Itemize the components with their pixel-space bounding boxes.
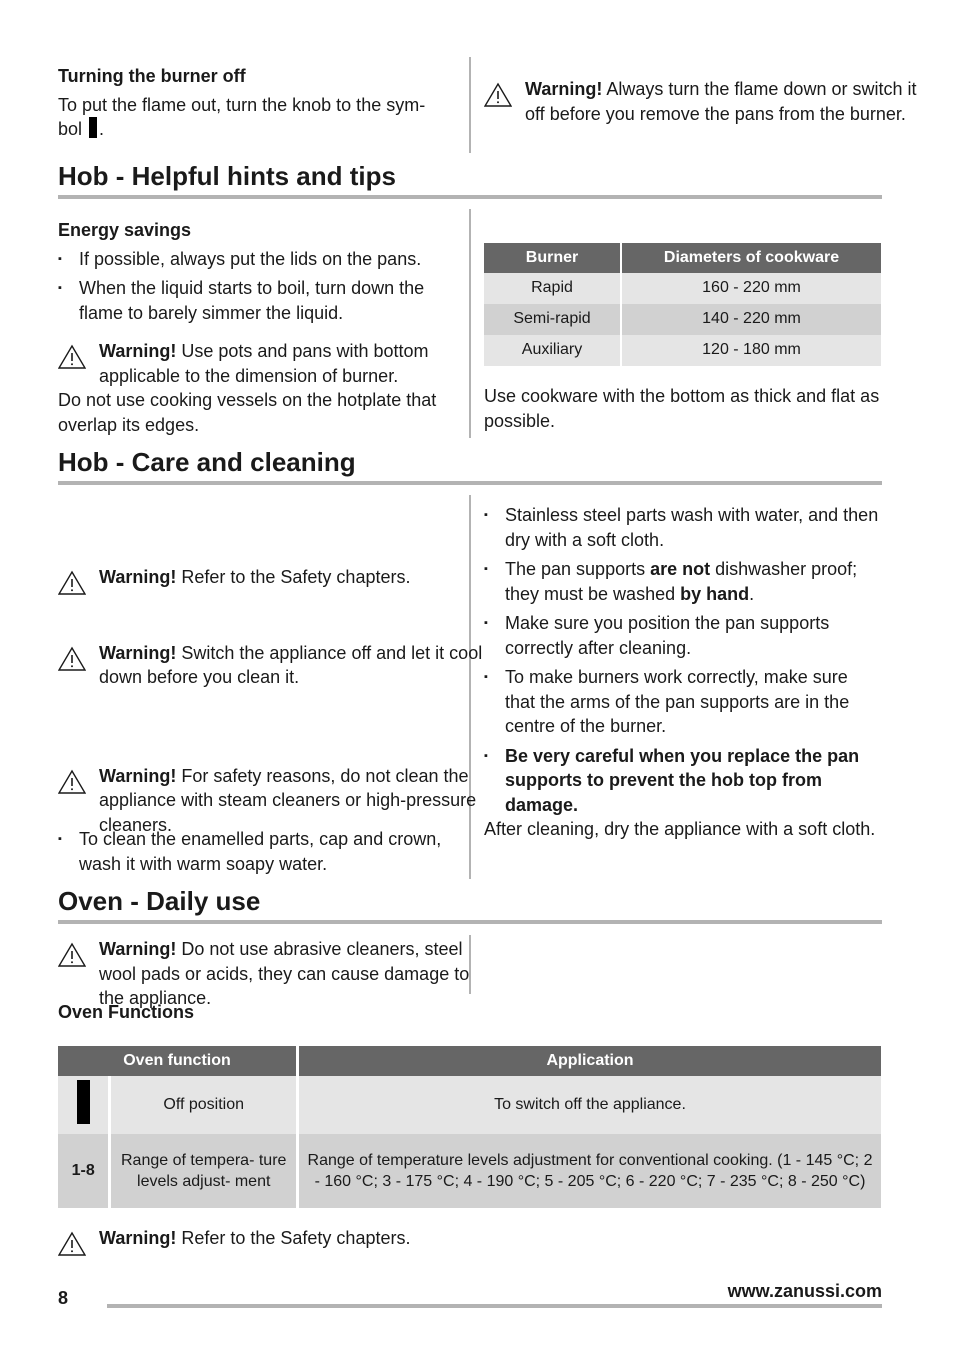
burner-off-heading: Turning the burner off	[58, 66, 246, 86]
warning-label: Warning!	[99, 642, 177, 663]
list-item	[484, 557, 882, 606]
section-rule	[58, 195, 882, 199]
warning-label: Warning!	[99, 765, 177, 786]
list-item: ▪ Be very careful when you replace the pan supports to prevent the hob top from damage.	[484, 744, 882, 818]
burner-off-text	[58, 93, 450, 142]
table-cell: Range of temperature levels adjustment for conventional cooking. (1 - 145 °C; 2 - 160 °C; 3 - 175 °C; 4 - 190 °C; 5 - 205 °C; 6 - 220 °C; 7 - 235 °C; 8 - 250 °C)	[299, 1134, 881, 1208]
table-row	[484, 335, 881, 366]
list-item-text: The pan supports	[505, 559, 651, 579]
table-cell: Rapid	[484, 273, 622, 304]
energy-heading: Energy savings	[58, 220, 192, 240]
table-cell: 160 - 220 mm	[622, 273, 881, 304]
warning-top	[484, 77, 923, 126]
table-cell	[58, 1076, 111, 1134]
energy-savings	[58, 218, 458, 437]
section-rule	[58, 920, 882, 924]
warning-icon	[58, 769, 86, 795]
list-item-emphasis: are not	[650, 559, 711, 579]
overlap-note: Do not use cooking vessels on the hotplate that overlap its edges.	[58, 390, 437, 435]
warning-icon	[58, 344, 86, 370]
table-header: Burner	[484, 243, 622, 273]
list-item-emphasis: by hand	[680, 583, 750, 604]
column-divider	[469, 57, 471, 153]
warning-icon	[58, 942, 86, 968]
table-row	[484, 273, 881, 304]
burner-off-section	[58, 64, 450, 142]
table-header: Diameters of cookware	[622, 243, 881, 273]
warning-safety	[58, 565, 499, 590]
page-number: 8	[58, 1288, 69, 1308]
care-right-column	[484, 503, 882, 842]
table-cell: Range of tempera- ture levels adjust- ment	[111, 1134, 299, 1208]
warning-text: Do not use abrasive cleaners, steel wool pads or acids, they can cause damage to the appliance.	[99, 939, 470, 1008]
off-symbol-icon	[89, 117, 97, 138]
warning-label: Warning!	[525, 79, 603, 99]
warning-text: For safety reasons, do not clean the appliance with steam cleaners or high-pressure cleaners.	[99, 765, 477, 835]
table-cell: Off position	[111, 1076, 299, 1134]
burner-off-text-after: .	[99, 119, 105, 139]
table-header: Oven function	[58, 1046, 299, 1076]
warning-icon	[484, 82, 512, 108]
table-cell: Auxiliary	[484, 335, 622, 366]
list-item: ▪ Make sure you position the pan supports correctly after cleaning.	[484, 611, 882, 660]
list-item: ▪ To make burners work correctly, make sure that the arms of the pan supports are in the centre of the burner.	[484, 665, 882, 739]
table-cell: To switch off the appliance.	[299, 1076, 881, 1134]
list-item: ▪ If possible, always put the lids on the pans.	[58, 247, 458, 272]
warning-text: Refer to the Safety chapters.	[181, 1227, 411, 1248]
after-cleaning-note: After cleaning, dry the appliance with a soft cloth.	[484, 819, 876, 839]
energy-bullets	[58, 247, 458, 326]
column-divider	[469, 209, 471, 438]
off-position-icon	[77, 1080, 90, 1124]
cookware-note: Use cookware with the bottom as thick and flat as possible.	[484, 386, 880, 431]
table-header: Application	[299, 1046, 881, 1076]
warning-icon	[58, 570, 86, 596]
section-title-helpful: Hob - Helpful hints and tips	[58, 161, 396, 191]
warning-label: Warning!	[99, 939, 177, 959]
burner-off-text-before: To put the flame out, turn the knob to the sym- bol	[58, 94, 426, 139]
table-cell: Semi-rapid	[484, 304, 622, 335]
list-item-text: dishwasher proof; they must be washed	[505, 559, 858, 604]
warning-steam	[58, 764, 499, 838]
warning-pots	[58, 339, 458, 388]
warning-text: Refer to the Safety chapters.	[181, 567, 411, 587]
oven-functions-heading: Oven Functions	[58, 1002, 195, 1022]
footer-url: www.zanussi.com	[727, 1281, 882, 1301]
table-cell: 140 - 220 mm	[622, 304, 881, 335]
list-item: ▪ When the liquid starts to boil, turn down the flame to barely simmer the liquid.	[58, 276, 458, 325]
table-row	[484, 304, 881, 335]
care-right-bullets	[484, 503, 882, 817]
warning-icon	[58, 1231, 86, 1257]
column-divider	[469, 935, 471, 994]
warning-text: Switch the appliance off and let it cool down before you clean it.	[99, 642, 483, 687]
list-item: ▪ To clean the enamelled parts, cap and crown, wash it with warm soapy water.	[58, 827, 458, 876]
table-row	[58, 1134, 881, 1208]
table-cell: 1-8	[58, 1134, 111, 1208]
section-rule	[58, 481, 882, 485]
warning-text: Always turn the flame down or switch it off before you remove the pans from the burner.	[525, 79, 917, 124]
burner-table	[484, 243, 881, 366]
warning-label: Warning!	[99, 341, 177, 361]
list-item: ▪ Stainless steel parts wash with water, and then dry with a soft cloth.	[484, 503, 882, 552]
section-title-care: Hob - Care and cleaning	[58, 447, 356, 477]
care-left-bullets	[58, 827, 458, 881]
section-title-oven: Oven - Daily use	[58, 886, 261, 916]
warning-icon	[58, 646, 86, 672]
table-row	[58, 1076, 881, 1134]
footer-rule	[107, 1304, 882, 1308]
list-item-text: .	[749, 583, 755, 604]
warning-label: Warning!	[99, 1227, 177, 1248]
table-cell: 120 - 180 mm	[622, 335, 881, 366]
warning-text: Use pots and pans with bottom applicable to the dimension of burner.	[99, 341, 429, 386]
warning-label: Warning!	[99, 567, 177, 587]
oven-functions-table	[58, 1046, 881, 1208]
warning-oven-safety	[58, 1226, 499, 1251]
warning-cool-down	[58, 641, 499, 690]
